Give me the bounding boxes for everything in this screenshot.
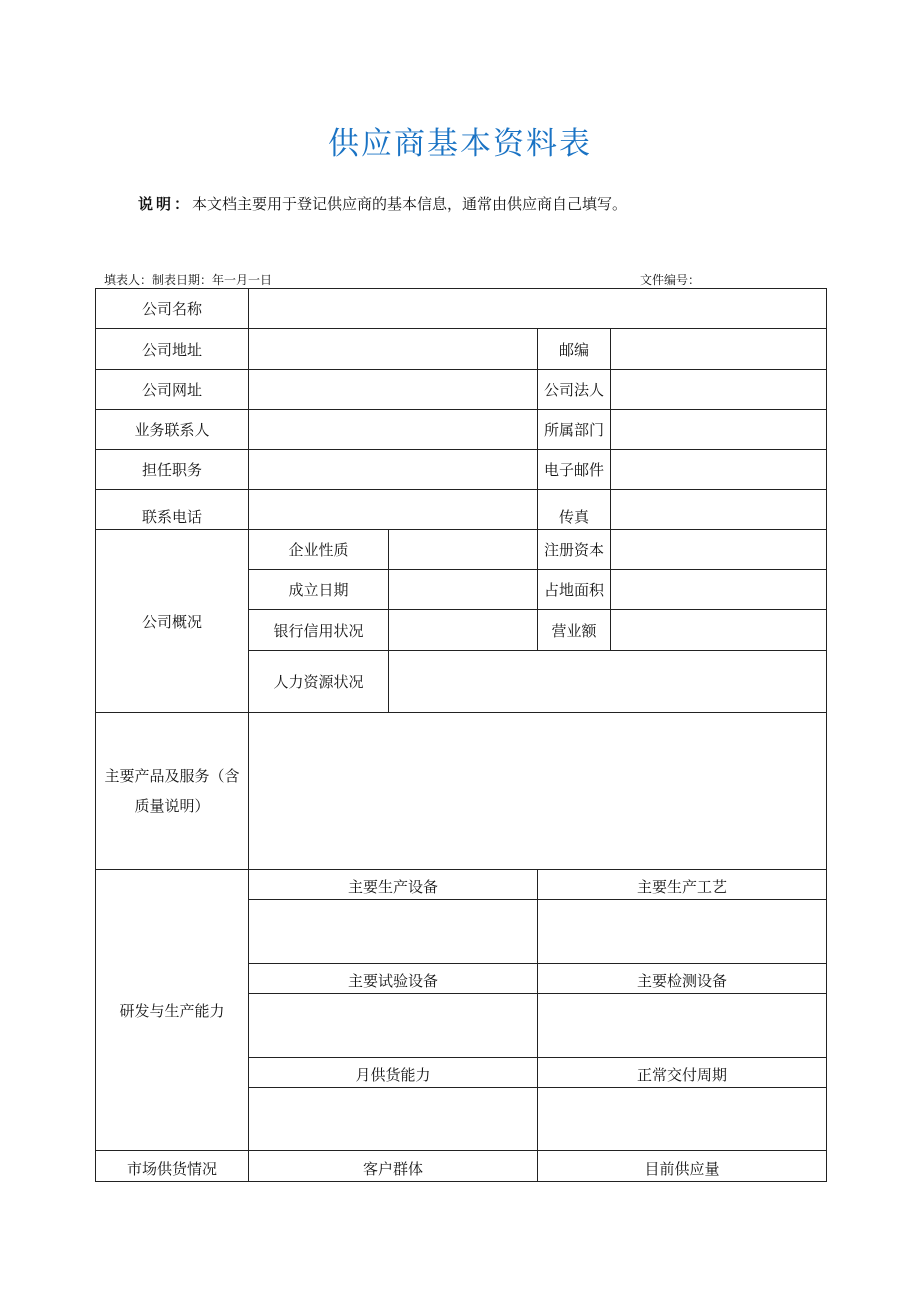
form-meta-filler-date: 填表人：制表日期：年一月一日 — [104, 273, 273, 287]
delivery-cycle-label: 正常交付周期 — [538, 1058, 827, 1088]
row-company-name — [96, 289, 827, 329]
page-title: 供应商基本资料表 — [328, 126, 592, 162]
test-equipment-label: 主要试验设备 — [249, 964, 538, 994]
row-market — [96, 1151, 827, 1182]
monthly-capacity-input[interactable] — [249, 1088, 538, 1151]
position-input[interactable] — [249, 450, 538, 490]
row-contact — [96, 410, 827, 450]
legal-person-label: 公司法人 — [538, 370, 611, 410]
legal-person-input[interactable] — [611, 370, 827, 410]
email-input[interactable] — [611, 450, 827, 490]
hr-status-input[interactable] — [389, 651, 827, 713]
company-name-label: 公司名称 — [96, 289, 249, 329]
company-overview-label: 公司概况 — [96, 530, 249, 713]
fax-input[interactable] — [611, 490, 827, 530]
bank-credit-label: 银行信用状况 — [249, 610, 389, 651]
main-products-input[interactable] — [249, 713, 827, 870]
row-phone — [96, 490, 827, 530]
revenue-label: 营业额 — [538, 610, 611, 651]
revenue-input[interactable] — [611, 610, 827, 651]
inspection-equipment-input[interactable] — [538, 994, 827, 1058]
production-process-input[interactable] — [538, 900, 827, 964]
registered-capital-input[interactable] — [611, 530, 827, 570]
floor-area-label: 占地面积 — [538, 570, 611, 610]
row-products — [96, 713, 827, 870]
postcode-label: 邮编 — [538, 329, 611, 370]
fax-label: 传真 — [538, 490, 611, 530]
supplier-form-table — [95, 288, 827, 1182]
description-text: 本文档主要用于登记供应商的基本信息，通常由供应商自己填写。 — [192, 195, 628, 213]
company-website-label: 公司网址 — [96, 370, 249, 410]
email-label: 电子邮件 — [538, 450, 611, 490]
inspection-equipment-label: 主要检测设备 — [538, 964, 827, 994]
description-label: 说明： — [138, 195, 193, 213]
phone-label: 联系电话 — [96, 490, 249, 530]
production-process-label: 主要生产工艺 — [538, 870, 827, 900]
registered-capital-label: 注册资本 — [538, 530, 611, 570]
production-equipment-label: 主要生产设备 — [249, 870, 538, 900]
phone-input[interactable] — [249, 490, 538, 530]
row-rd-header-1 — [96, 870, 827, 900]
row-website — [96, 370, 827, 410]
bank-credit-input[interactable] — [389, 610, 538, 651]
form-meta-doc-number: 文件编号： — [640, 273, 701, 287]
established-date-label: 成立日期 — [249, 570, 389, 610]
main-products-label: 主要产品及服务（含质量说明） — [96, 713, 249, 870]
row-position — [96, 450, 827, 490]
business-contact-input[interactable] — [249, 410, 538, 450]
business-contact-label: 业务联系人 — [96, 410, 249, 450]
current-supply-label: 目前供应量 — [538, 1151, 827, 1182]
enterprise-nature-label: 企业性质 — [249, 530, 389, 570]
monthly-capacity-label: 月供货能力 — [249, 1058, 538, 1088]
company-website-input[interactable] — [249, 370, 538, 410]
position-label: 担任职务 — [96, 450, 249, 490]
row-overview-1 — [96, 530, 827, 570]
customer-group-label: 客户群体 — [249, 1151, 538, 1182]
established-date-input[interactable] — [389, 570, 538, 610]
company-address-input[interactable] — [249, 329, 538, 370]
company-address-label: 公司地址 — [96, 329, 249, 370]
market-supply-label: 市场供货情况 — [96, 1151, 249, 1182]
postcode-input[interactable] — [611, 329, 827, 370]
enterprise-nature-input[interactable] — [389, 530, 538, 570]
row-address — [96, 329, 827, 370]
delivery-cycle-input[interactable] — [538, 1088, 827, 1151]
rd-capacity-label: 研发与生产能力 — [96, 870, 249, 1151]
department-input[interactable] — [611, 410, 827, 450]
production-equipment-input[interactable] — [249, 900, 538, 964]
floor-area-input[interactable] — [611, 570, 827, 610]
hr-status-label: 人力资源状况 — [249, 651, 389, 713]
description — [138, 193, 627, 214]
company-name-input[interactable] — [249, 289, 827, 329]
test-equipment-input[interactable] — [249, 994, 538, 1058]
department-label: 所属部门 — [538, 410, 611, 450]
